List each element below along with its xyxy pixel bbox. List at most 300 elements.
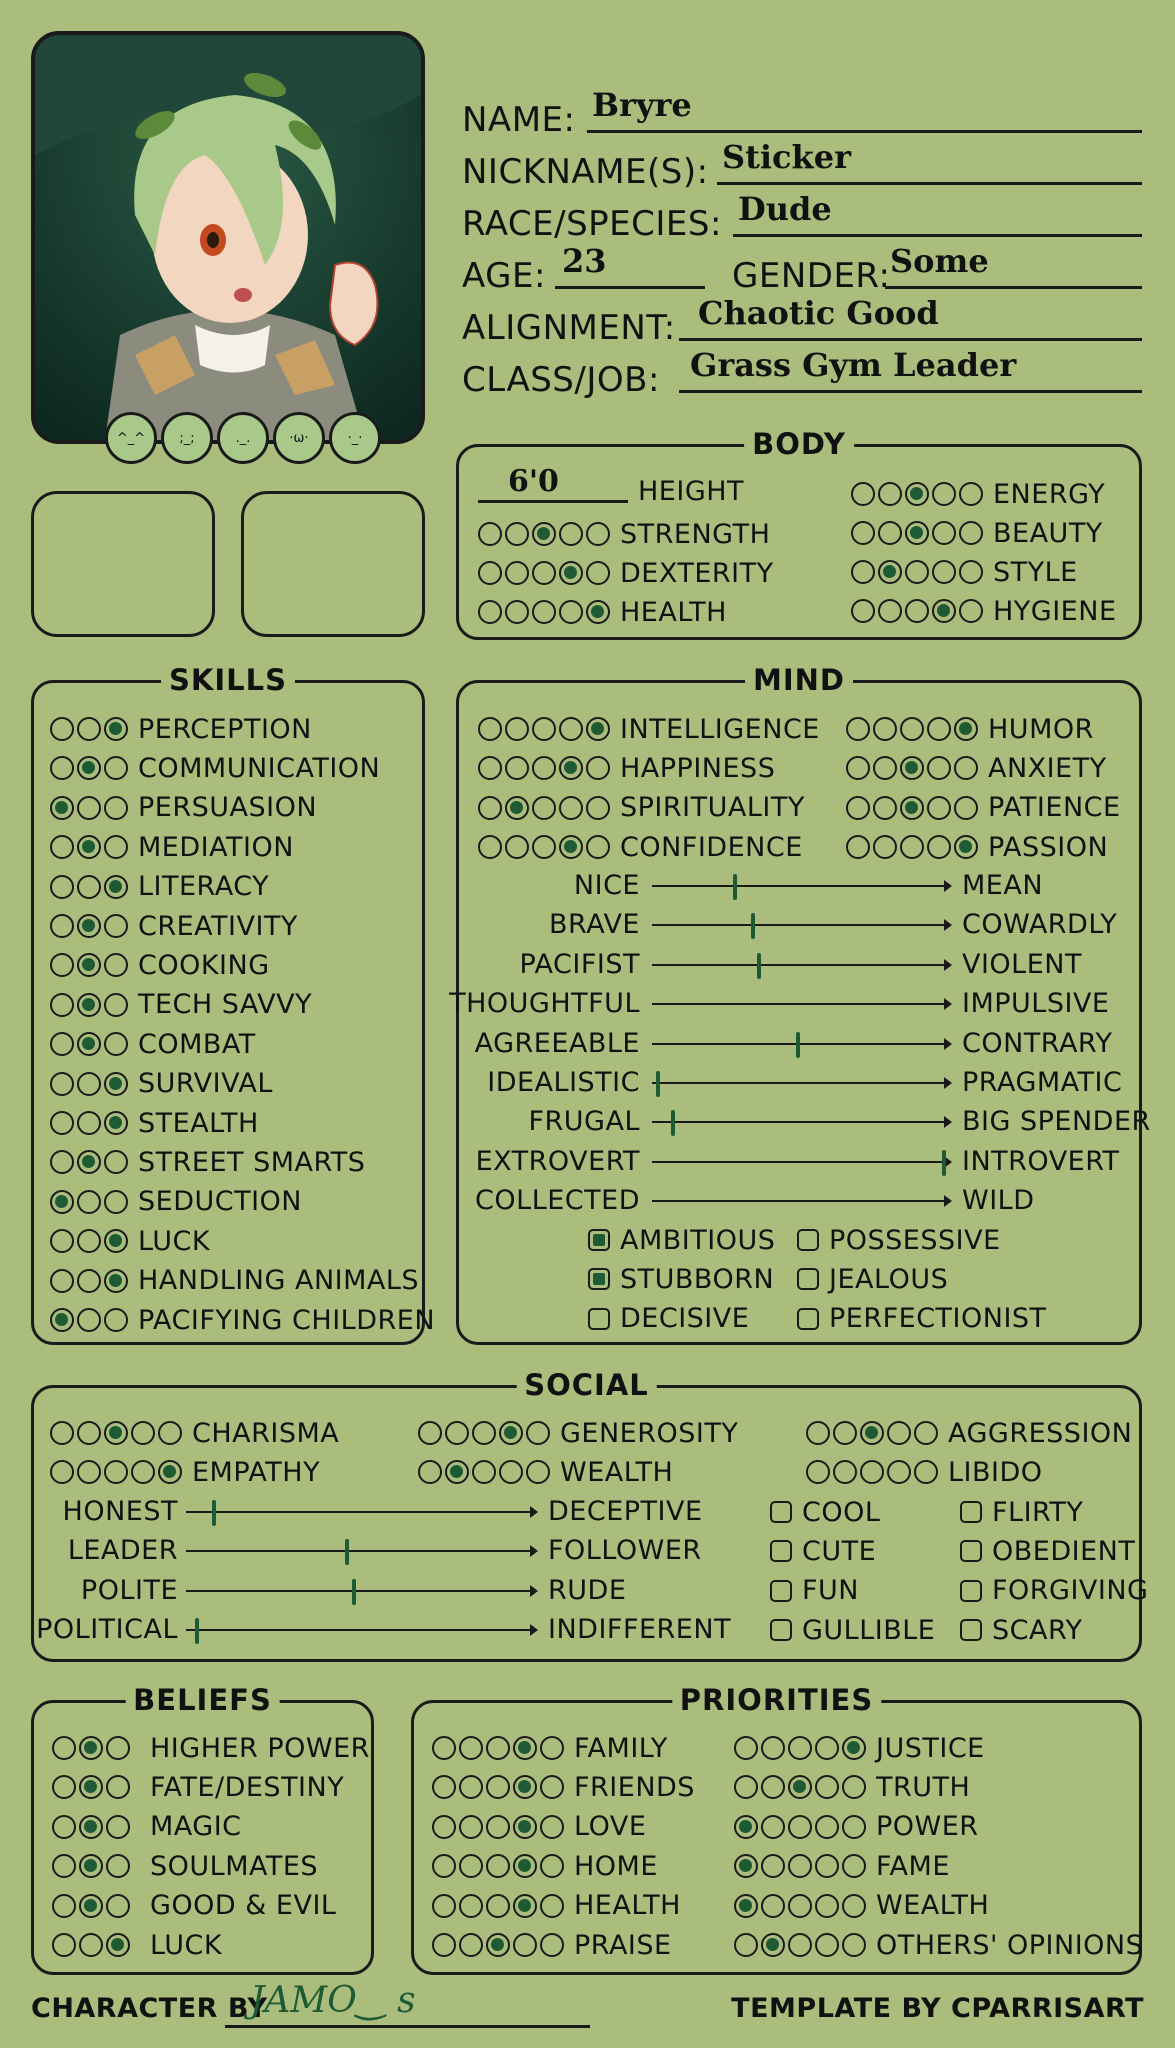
rating-dot[interactable] — [486, 1854, 510, 1878]
rating-dot[interactable] — [927, 756, 951, 780]
social-leader-slider[interactable] — [186, 1533, 536, 1569]
rating-dot[interactable] — [478, 600, 502, 624]
rating-dot[interactable] — [77, 1229, 101, 1253]
rating-dot[interactable] — [445, 1460, 469, 1484]
rating-dot[interactable] — [478, 835, 502, 859]
rating-dot[interactable] — [104, 1032, 128, 1056]
rating-dot[interactable] — [50, 1072, 74, 1096]
rating-dot[interactable] — [851, 560, 875, 584]
skill-creativity-rating — [50, 914, 128, 938]
rating-dot[interactable] — [842, 1775, 866, 1799]
rating-dot[interactable] — [459, 1854, 483, 1878]
rating-dot[interactable] — [788, 1894, 812, 1918]
rating-dot[interactable] — [586, 796, 610, 820]
rating-dot[interactable] — [432, 1894, 456, 1918]
priority-praise-label: PRAISE — [574, 1929, 672, 1961]
rating-dot[interactable] — [77, 1072, 101, 1096]
rating-dot[interactable] — [842, 1736, 866, 1760]
rating-dot[interactable] — [900, 835, 924, 859]
mind-agreeable-slider[interactable] — [652, 1026, 950, 1062]
rating-dot[interactable] — [77, 1308, 101, 1332]
rating-dot[interactable] — [900, 756, 924, 780]
rating-dot[interactable] — [131, 1460, 155, 1484]
rating-dot[interactable] — [486, 1815, 510, 1839]
rating-dot[interactable] — [846, 756, 870, 780]
mind-stubborn-checkbox[interactable] — [588, 1268, 610, 1290]
rating-dot[interactable] — [505, 717, 529, 741]
slider-marker[interactable] — [656, 1071, 660, 1097]
rating-dot[interactable] — [158, 1460, 182, 1484]
belief-soulmates-label: SOULMATES — [150, 1850, 319, 1882]
character-portrait — [31, 31, 425, 444]
mind-jealous-checkbox[interactable] — [797, 1268, 819, 1290]
rating-dot[interactable] — [104, 1308, 128, 1332]
mind-pacifist-slider[interactable] — [652, 947, 950, 983]
rating-dot[interactable] — [52, 1933, 76, 1957]
rating-dot[interactable] — [905, 482, 929, 506]
social-polite-slider[interactable] — [186, 1573, 536, 1609]
mind-decisive-checkbox[interactable] — [588, 1308, 610, 1330]
rating-dot[interactable] — [50, 1308, 74, 1332]
rating-dot[interactable] — [418, 1460, 442, 1484]
rating-dot[interactable] — [52, 1815, 76, 1839]
social-obedient-checkbox[interactable] — [960, 1540, 982, 1562]
rating-dot[interactable] — [432, 1736, 456, 1760]
rating-dot[interactable] — [851, 521, 875, 545]
mind-idealistic-slider[interactable] — [652, 1065, 950, 1101]
expression-row — [105, 412, 381, 464]
rating-dot[interactable] — [486, 1894, 510, 1918]
skill-stealth-row — [50, 1105, 259, 1141]
rating-dot[interactable] — [954, 717, 978, 741]
rating-dot[interactable] — [77, 1032, 101, 1056]
rating-dot[interactable] — [846, 796, 870, 820]
rating-dot[interactable] — [486, 1775, 510, 1799]
rating-dot[interactable] — [505, 600, 529, 624]
rating-dot[interactable] — [734, 1815, 758, 1839]
rating-dot[interactable] — [432, 1854, 456, 1878]
rating-dot[interactable] — [873, 835, 897, 859]
rating-dot[interactable] — [905, 560, 929, 584]
rating-dot[interactable] — [833, 1460, 857, 1484]
rating-dot[interactable] — [914, 1460, 938, 1484]
rating-dot[interactable] — [806, 1421, 830, 1445]
rating-dot[interactable] — [540, 1815, 564, 1839]
rating-dot[interactable] — [104, 1460, 128, 1484]
rating-dot[interactable] — [77, 1190, 101, 1214]
rating-dot[interactable] — [77, 1111, 101, 1135]
rating-dot[interactable] — [445, 1421, 469, 1445]
race-value[interactable]: Dude — [738, 190, 832, 228]
rating-dot[interactable] — [540, 1933, 564, 1957]
rating-dot[interactable] — [873, 756, 897, 780]
rating-dot[interactable] — [52, 1894, 76, 1918]
rating-dot[interactable] — [932, 560, 956, 584]
rating-dot[interactable] — [459, 1933, 483, 1957]
rating-dot[interactable] — [788, 1854, 812, 1878]
rating-dot[interactable] — [540, 1775, 564, 1799]
rating-dot[interactable] — [761, 1736, 785, 1760]
rating-dot[interactable] — [505, 796, 529, 820]
priority-truth-label: TRUTH — [876, 1771, 971, 1803]
rating-dot[interactable] — [459, 1775, 483, 1799]
class-value[interactable]: Grass Gym Leader — [690, 346, 1017, 384]
rating-dot[interactable] — [104, 1111, 128, 1135]
rating-dot[interactable] — [788, 1736, 812, 1760]
race-underline — [733, 234, 1142, 237]
rating-dot[interactable] — [505, 756, 529, 780]
rating-dot[interactable] — [50, 1460, 74, 1484]
slider-marker[interactable] — [757, 953, 761, 979]
rating-dot[interactable] — [532, 835, 556, 859]
rating-dot[interactable] — [77, 993, 101, 1017]
mind-extrovert-left-label: EXTROVERT — [475, 1145, 640, 1177]
rating-dot[interactable] — [499, 1421, 523, 1445]
rating-dot[interactable] — [104, 1190, 128, 1214]
rating-dot[interactable] — [842, 1894, 866, 1918]
rating-dot[interactable] — [846, 835, 870, 859]
rating-dot[interactable] — [505, 561, 529, 585]
mind-perfectionist-checkbox[interactable] — [797, 1308, 819, 1330]
rating-dot[interactable] — [788, 1815, 812, 1839]
social-gullible-checkbox[interactable] — [770, 1619, 792, 1641]
rating-dot[interactable] — [79, 1854, 103, 1878]
rating-dot[interactable] — [79, 1933, 103, 1957]
rating-dot[interactable] — [532, 600, 556, 624]
rating-dot[interactable] — [932, 521, 956, 545]
slider-marker[interactable] — [671, 1110, 675, 1136]
rating-dot[interactable] — [50, 756, 74, 780]
slider-marker[interactable] — [733, 874, 737, 900]
rating-dot[interactable] — [914, 1421, 938, 1445]
rating-dot[interactable] — [873, 796, 897, 820]
rating-dot[interactable] — [478, 756, 502, 780]
rating-dot[interactable] — [513, 1854, 537, 1878]
social-cool-row — [770, 1494, 880, 1530]
slider-marker[interactable] — [942, 1150, 946, 1176]
slider-marker[interactable] — [796, 1032, 800, 1058]
rating-dot[interactable] — [959, 521, 983, 545]
rating-dot[interactable] — [52, 1736, 76, 1760]
rating-dot[interactable] — [559, 522, 583, 546]
rating-dot[interactable] — [927, 717, 951, 741]
rating-dot[interactable] — [842, 1815, 866, 1839]
rating-dot[interactable] — [586, 522, 610, 546]
slider-marker[interactable] — [345, 1539, 349, 1565]
social-cool-checkbox[interactable] — [770, 1501, 792, 1523]
rating-dot[interactable] — [478, 717, 502, 741]
rating-dot[interactable] — [79, 1815, 103, 1839]
rating-dot[interactable] — [513, 1894, 537, 1918]
rating-dot[interactable] — [459, 1894, 483, 1918]
slider-marker[interactable] — [352, 1579, 356, 1605]
mind-ambitious-checkbox[interactable] — [588, 1229, 610, 1251]
rating-dot[interactable] — [50, 796, 74, 820]
rating-dot[interactable] — [432, 1815, 456, 1839]
height-value[interactable]: 6'0 — [508, 464, 559, 499]
rating-dot[interactable] — [526, 1421, 550, 1445]
rating-dot[interactable] — [734, 1894, 758, 1918]
rating-dot[interactable] — [815, 1775, 839, 1799]
rating-dot[interactable] — [77, 1421, 101, 1445]
rating-dot[interactable] — [77, 835, 101, 859]
class-field-label: CLASS/JOB: — [462, 360, 660, 400]
rating-dot[interactable] — [77, 756, 101, 780]
rating-dot[interactable] — [104, 1421, 128, 1445]
rating-dot[interactable] — [50, 1111, 74, 1135]
rating-dot[interactable] — [513, 1775, 537, 1799]
rating-dot[interactable] — [106, 1775, 130, 1799]
rating-dot[interactable] — [472, 1460, 496, 1484]
rating-dot[interactable] — [887, 1460, 911, 1484]
rating-dot[interactable] — [104, 717, 128, 741]
rating-dot[interactable] — [559, 835, 583, 859]
rating-dot[interactable] — [50, 1150, 74, 1174]
rating-dot[interactable] — [851, 482, 875, 506]
rating-dot[interactable] — [761, 1933, 785, 1957]
rating-dot[interactable] — [878, 482, 902, 506]
rating-dot[interactable] — [418, 1421, 442, 1445]
rating-dot[interactable] — [878, 599, 902, 623]
social-scary-checkbox[interactable] — [960, 1619, 982, 1641]
rating-dot[interactable] — [927, 835, 951, 859]
rating-dot[interactable] — [559, 600, 583, 624]
name-value[interactable]: Bryre — [592, 86, 692, 124]
rating-dot[interactable] — [833, 1421, 857, 1445]
rating-dot[interactable] — [104, 953, 128, 977]
social-libido-label: LIBIDO — [948, 1456, 1043, 1488]
rating-dot[interactable] — [104, 875, 128, 899]
rating-dot[interactable] — [734, 1775, 758, 1799]
rating-dot[interactable] — [50, 717, 74, 741]
rating-dot[interactable] — [104, 1229, 128, 1253]
rating-dot[interactable] — [540, 1736, 564, 1760]
rating-dot[interactable] — [586, 717, 610, 741]
rating-dot[interactable] — [79, 1894, 103, 1918]
rating-dot[interactable] — [815, 1933, 839, 1957]
rating-dot[interactable] — [77, 953, 101, 977]
beliefs-title: BELIEFS — [125, 1683, 280, 1717]
rating-dot[interactable] — [104, 1150, 128, 1174]
rating-dot[interactable] — [106, 1894, 130, 1918]
mind-collected-slider[interactable] — [652, 1183, 950, 1219]
rating-dot[interactable] — [52, 1854, 76, 1878]
mind-pacifist-right-label: VIOLENT — [962, 948, 1082, 980]
rating-dot[interactable] — [806, 1460, 830, 1484]
rating-dot[interactable] — [79, 1775, 103, 1799]
rating-dot[interactable] — [513, 1933, 537, 1957]
mind-thoughtful-slider[interactable] — [652, 986, 950, 1022]
rating-dot[interactable] — [559, 796, 583, 820]
social-forgiving-checkbox[interactable] — [960, 1580, 982, 1602]
rating-dot[interactable] — [505, 835, 529, 859]
rating-dot[interactable] — [815, 1894, 839, 1918]
rating-dot[interactable] — [478, 796, 502, 820]
rating-dot[interactable] — [761, 1894, 785, 1918]
rating-dot[interactable] — [79, 1736, 103, 1760]
mind-extrovert-slider[interactable] — [652, 1144, 950, 1180]
rating-dot[interactable] — [526, 1460, 550, 1484]
rating-dot[interactable] — [513, 1736, 537, 1760]
rating-dot[interactable] — [586, 756, 610, 780]
rating-dot[interactable] — [532, 522, 556, 546]
rating-dot[interactable] — [559, 717, 583, 741]
mind-brave-slider[interactable] — [652, 907, 950, 943]
body-beauty-rating — [851, 521, 983, 545]
rating-dot[interactable] — [734, 1933, 758, 1957]
rating-dot[interactable] — [532, 717, 556, 741]
mind-happiness-label: HAPPINESS — [620, 752, 776, 784]
rating-dot[interactable] — [932, 599, 956, 623]
rating-dot[interactable] — [50, 993, 74, 1017]
rating-dot[interactable] — [486, 1736, 510, 1760]
rating-dot[interactable] — [50, 1421, 74, 1445]
rating-dot[interactable] — [77, 717, 101, 741]
rating-dot[interactable] — [954, 835, 978, 859]
rating-dot[interactable] — [50, 875, 74, 899]
rating-dot[interactable] — [540, 1894, 564, 1918]
rating-dot[interactable] — [900, 717, 924, 741]
rating-dot[interactable] — [478, 522, 502, 546]
rating-dot[interactable] — [505, 522, 529, 546]
social-honest-slider[interactable] — [186, 1494, 536, 1530]
rating-dot[interactable] — [104, 1072, 128, 1096]
rating-dot[interactable] — [532, 796, 556, 820]
rating-dot[interactable] — [104, 835, 128, 859]
alignment-value[interactable]: Chaotic Good — [698, 294, 939, 332]
rating-dot[interactable] — [52, 1775, 76, 1799]
rating-dot[interactable] — [499, 1460, 523, 1484]
rating-dot[interactable] — [106, 1815, 130, 1839]
rating-dot[interactable] — [559, 561, 583, 585]
social-flirty-checkbox[interactable] — [960, 1501, 982, 1523]
rating-dot[interactable] — [878, 560, 902, 584]
rating-dot[interactable] — [860, 1421, 884, 1445]
rating-dot[interactable] — [887, 1421, 911, 1445]
rating-dot[interactable] — [158, 1421, 182, 1445]
rating-dot[interactable] — [77, 1269, 101, 1293]
rating-dot[interactable] — [959, 599, 983, 623]
mind-frugal-slider[interactable] — [652, 1104, 950, 1140]
rating-dot[interactable] — [540, 1854, 564, 1878]
rating-dot[interactable] — [432, 1775, 456, 1799]
priority-fame-rating — [734, 1854, 866, 1878]
rating-dot[interactable] — [104, 796, 128, 820]
rating-dot[interactable] — [104, 756, 128, 780]
rating-dot[interactable] — [900, 796, 924, 820]
mind-frugal-right-label: BIG SPENDER — [962, 1106, 1151, 1138]
rating-dot[interactable] — [959, 560, 983, 584]
rating-dot[interactable] — [104, 993, 128, 1017]
rating-dot[interactable] — [77, 914, 101, 938]
rating-dot[interactable] — [815, 1854, 839, 1878]
rating-dot[interactable] — [851, 599, 875, 623]
rating-dot[interactable] — [50, 835, 74, 859]
rating-dot[interactable] — [927, 796, 951, 820]
rating-dot[interactable] — [50, 914, 74, 938]
rating-dot[interactable] — [873, 717, 897, 741]
rating-dot[interactable] — [842, 1933, 866, 1957]
social-political-slider[interactable] — [186, 1612, 536, 1648]
social-fun-checkbox[interactable] — [770, 1580, 792, 1602]
rating-dot[interactable] — [761, 1815, 785, 1839]
age-underline — [555, 286, 705, 289]
rating-dot[interactable] — [954, 756, 978, 780]
rating-dot[interactable] — [472, 1421, 496, 1445]
rating-dot[interactable] — [50, 1269, 74, 1293]
rating-dot[interactable] — [50, 1190, 74, 1214]
rating-dot[interactable] — [815, 1736, 839, 1760]
rating-dot[interactable] — [104, 914, 128, 938]
rating-dot[interactable] — [954, 796, 978, 820]
rating-dot[interactable] — [878, 521, 902, 545]
rating-dot[interactable] — [77, 875, 101, 899]
rating-dot[interactable] — [77, 1150, 101, 1174]
rating-dot[interactable] — [77, 796, 101, 820]
rating-dot[interactable] — [106, 1736, 130, 1760]
rating-dot[interactable] — [905, 521, 929, 545]
rating-dot[interactable] — [459, 1815, 483, 1839]
rating-dot[interactable] — [50, 1032, 74, 1056]
mind-patience-label: PATIENCE — [988, 792, 1121, 824]
rating-dot[interactable] — [77, 1460, 101, 1484]
rating-dot[interactable] — [106, 1854, 130, 1878]
rating-dot[interactable] — [104, 1269, 128, 1293]
rating-dot[interactable] — [586, 600, 610, 624]
rating-dot[interactable] — [815, 1815, 839, 1839]
rating-dot[interactable] — [932, 482, 956, 506]
rating-dot[interactable] — [734, 1736, 758, 1760]
nickname-value[interactable]: Sticker — [722, 138, 851, 176]
rating-dot[interactable] — [788, 1933, 812, 1957]
mind-confidence-row — [478, 829, 803, 865]
rating-dot[interactable] — [486, 1933, 510, 1957]
rating-dot[interactable] — [50, 1229, 74, 1253]
rating-dot[interactable] — [50, 953, 74, 977]
rating-dot[interactable] — [559, 756, 583, 780]
rating-dot[interactable] — [478, 561, 502, 585]
age-value[interactable]: 23 — [562, 242, 607, 280]
rating-dot[interactable] — [846, 717, 870, 741]
rating-dot[interactable] — [905, 599, 929, 623]
rating-dot[interactable] — [459, 1736, 483, 1760]
rating-dot[interactable] — [532, 756, 556, 780]
rating-dot[interactable] — [131, 1421, 155, 1445]
slider-marker[interactable] — [212, 1500, 216, 1526]
rating-dot[interactable] — [532, 561, 556, 585]
skill-creativity-row — [50, 908, 298, 944]
rating-dot[interactable] — [761, 1854, 785, 1878]
rating-dot[interactable] — [586, 561, 610, 585]
rating-dot[interactable] — [106, 1933, 130, 1957]
slider-marker[interactable] — [751, 913, 755, 939]
belief-good-evil-rating — [52, 1894, 130, 1918]
gender-value[interactable]: Some — [890, 242, 989, 280]
rating-dot[interactable] — [734, 1854, 758, 1878]
rating-dot[interactable] — [432, 1933, 456, 1957]
rating-dot[interactable] — [788, 1775, 812, 1799]
mind-nice-slider[interactable] — [652, 868, 950, 904]
mind-possessive-checkbox[interactable] — [797, 1229, 819, 1251]
rating-dot[interactable] — [761, 1775, 785, 1799]
rating-dot[interactable] — [959, 482, 983, 506]
rating-dot[interactable] — [842, 1854, 866, 1878]
rating-dot[interactable] — [586, 835, 610, 859]
rating-dot[interactable] — [513, 1815, 537, 1839]
rating-dot[interactable] — [860, 1460, 884, 1484]
social-cute-checkbox[interactable] — [770, 1540, 792, 1562]
slider-marker[interactable] — [195, 1618, 199, 1644]
